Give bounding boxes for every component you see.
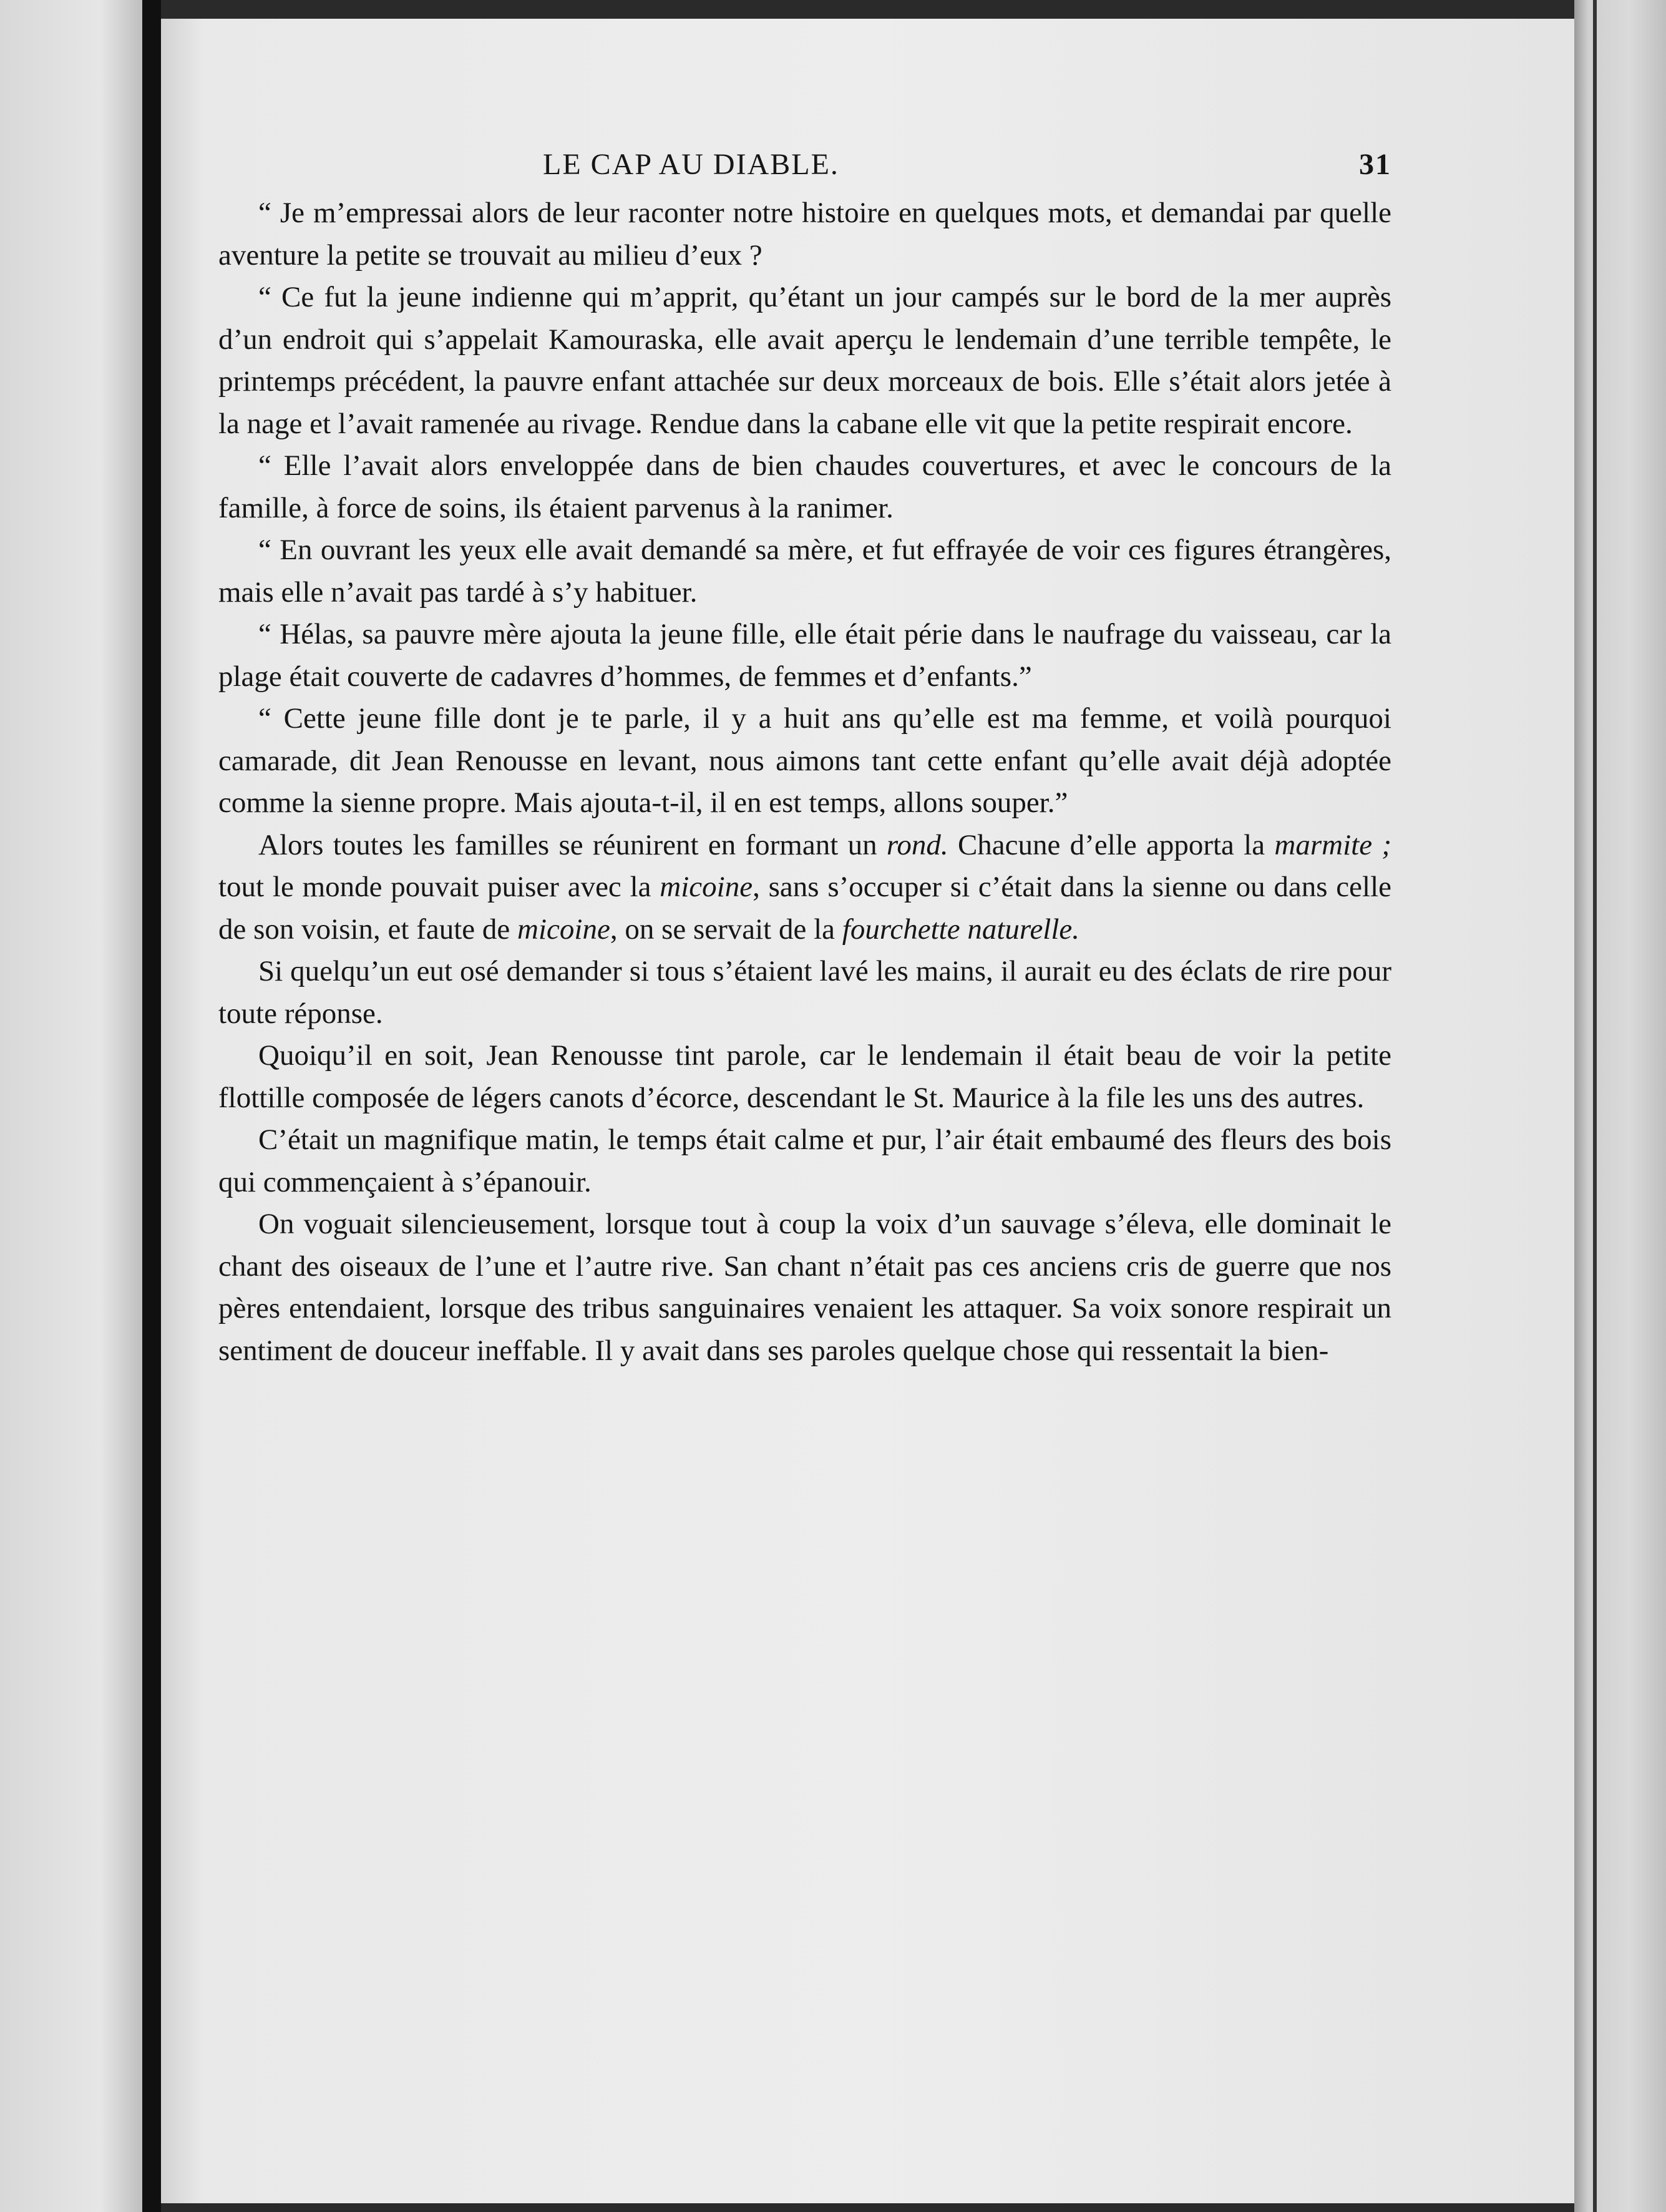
book-binding-shadow bbox=[142, 0, 161, 2212]
text-run: , sans s’occuper si c’était dans la sienne ou dans celle de son voisin, et faute de bbox=[218, 871, 1391, 946]
next-page-edge bbox=[1574, 0, 1666, 2212]
paragraph: “ Cette jeune fille dont je te parle, il y a huit ans qu’elle est ma femme, et voilà pourquoi camarade, dit Jean Renousse en levant, nous aimons tant cette enfant qu’elle avait déjà adoptée comme la sienne propre. Mais ajouta-t-il, il en est temps, allons souper.” bbox=[218, 702, 1391, 819]
paragraph: “ Je m’empressai alors de leur raconter notre histoire en quelques mots, et demandai par quelle aventure la petite se trouvait au milieu d’eux ? bbox=[218, 197, 1391, 272]
paragraph: Quoiqu’il en soit, Jean Renousse tint parole, car le lendemain il était beau de voir la petite flottille composée de légers canots d’écorce, descendant le St. Maurice à la file les uns des autres. bbox=[218, 1039, 1391, 1114]
paragraph-rond bbox=[218, 825, 1391, 951]
italic-term: micoine bbox=[517, 913, 610, 946]
paragraph: “ Elle l’avait alors enveloppée dans de bien chaudes couvertures, et avec le concours de la famille, à force de soins, ils étaient parvenus à la ranimer. bbox=[218, 449, 1391, 524]
page-edge-line bbox=[1593, 0, 1597, 2212]
previous-page-edge bbox=[0, 0, 144, 2212]
paragraph: “ Ce fut la jeune indienne qui m’apprit, qu’étant un jour campés sur le bord de la mer auprès d’un endroit qui s’appelait Kamouraska, elle avait aperçu le lendemain d’une terrible tempête, le printemps précédent, la pauvre enfant attachée sur deux morceaux de bois. Elle s’était alors jetée à la nage et l’avait ramenée au rivage. Rendue dans la cabane elle vit que la petite respirait encore. bbox=[218, 281, 1391, 440]
paragraph: C’était un magnifique matin, le temps était calme et pur, l’air était embaumé des fleurs des bois qui commençaient à s’épanouir. bbox=[218, 1123, 1391, 1198]
paragraph: “ Hélas, sa pauvre mère ajouta la jeune fille, elle était périe dans le naufrage du vaisseau, car la plage était couverte de cadavres d’hommes, de femmes et d’enfants.” bbox=[218, 618, 1391, 693]
running-header bbox=[218, 144, 1391, 192]
italic-term: fourchette naturelle. bbox=[842, 913, 1080, 946]
text-run: Chacune d’elle apporta la bbox=[948, 828, 1275, 861]
page-number: 31 bbox=[1359, 148, 1391, 181]
paragraph: Si quelqu’un eut osé demander si tous s’étaient lavé les mains, il aurait eu des éclats de rire pour toute réponse. bbox=[218, 955, 1391, 1030]
italic-term: rond. bbox=[886, 828, 948, 861]
text-run: Alors toutes les familles se réunirent en formant un bbox=[258, 828, 887, 861]
italic-term: marmite ; bbox=[1274, 828, 1391, 861]
page-text bbox=[218, 144, 1391, 1372]
paragraph: “ En ouvrant les yeux elle avait demandé sa mère, et fut effrayée de voir ces figures étrangères, mais elle n’avait pas tardé à s’y habituer. bbox=[218, 534, 1391, 609]
text-run: tout le monde pouvait puiser avec la bbox=[218, 871, 660, 903]
text-run: , on se servait de la bbox=[610, 913, 842, 946]
running-title: LE CAP AU DIABLE. bbox=[543, 148, 839, 181]
paragraph: On voguait silencieusement, lorsque tout à coup la voix d’un sauvage s’éleva, elle dominait le chant des oiseaux de l’une et l’autre rive. San chant n’était pas ces anciens cris de guerre que nos pères entendaient, lorsque des tribus sanguinaires venaient les attaquer. Sa voix sonore respirait un sentiment de douceur ineffable. Il y avait dans ses paroles quelque chose qui ressentait la bien- bbox=[218, 1208, 1391, 1367]
italic-term: micoine bbox=[660, 871, 753, 903]
